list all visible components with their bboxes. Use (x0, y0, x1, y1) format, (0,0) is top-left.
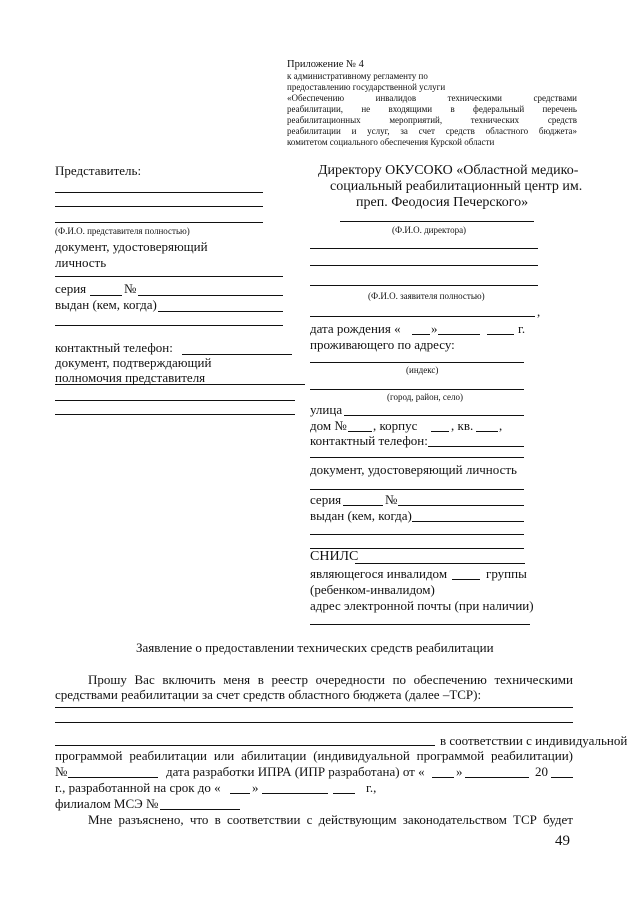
tsr-line[interactable] (55, 707, 573, 708)
authority-doc-label: полномочия представителя (55, 370, 206, 385)
appendix-line: к административному регламенту по (287, 71, 428, 81)
statement-text: Прошу Вас включить меня в реестр очередности по обеспечению техническими (88, 672, 573, 687)
birth-day-field[interactable] (412, 334, 430, 335)
series-field[interactable] (90, 295, 122, 296)
issued-line[interactable] (55, 325, 283, 326)
city-caption: (город, район, село) (387, 392, 463, 402)
number-field[interactable] (138, 295, 283, 296)
email-label: адрес электронной почты (при наличии) (310, 598, 534, 613)
phone-label: контактный телефон: (310, 433, 428, 448)
appendix-line: реабилитации и услуг, за счет средств областного бюджета» (287, 126, 577, 136)
birth-month-field[interactable] (438, 334, 480, 335)
filial-label: филиалом МСЭ № (55, 796, 159, 811)
fio-line[interactable] (55, 206, 263, 207)
issued-label: выдан (кем, когда) (55, 297, 157, 312)
director-line: преп. Феодосия Печерского» (356, 195, 529, 210)
appendix-line: предоставлению государственной услуги (287, 82, 446, 92)
appendix-line: «Обеспечению инвалидов техническими средствами (287, 93, 577, 103)
series-field[interactable] (343, 505, 383, 506)
identity-doc-label: документ, удостоверяющий (55, 239, 208, 254)
street-label: улица (310, 402, 343, 417)
index-caption: (индекс) (406, 365, 439, 375)
kv-label: , кв. (451, 418, 474, 433)
applicant-fio-line[interactable] (310, 285, 538, 286)
issued-field[interactable] (412, 521, 524, 522)
phone-line[interactable] (310, 457, 524, 458)
snils-field[interactable] (355, 563, 525, 564)
applicant-fio-line[interactable] (310, 248, 538, 249)
ipra-number-label: № (55, 764, 68, 779)
tsr-line[interactable] (55, 745, 435, 746)
ipra-month-field[interactable] (465, 777, 529, 778)
birth-year-field[interactable] (487, 334, 514, 335)
birth-date-label: дата рождения « (310, 321, 401, 336)
year-suffix: г. (518, 321, 526, 336)
korpus-field[interactable] (431, 431, 449, 432)
year-suffix: г., (366, 780, 377, 795)
statement-text: Мне разъяснено, что в соответствии с действующим законодательством ТСР будет (88, 812, 573, 827)
term-day-field[interactable] (230, 793, 250, 794)
issued-line[interactable] (310, 534, 524, 535)
appendix-title: Приложение № 4 (287, 59, 364, 70)
statement-text: средствами реабилитации за счет средств областного бюджета (далее –ТСР): (55, 687, 482, 702)
applicant-caption: (Ф.И.О. заявителя полностью) (368, 291, 485, 301)
quote: » (456, 764, 463, 779)
phone-label: контактный телефон: (55, 340, 173, 355)
ipra-number-field[interactable] (68, 777, 158, 778)
term-label: г., разработанной на срок до « (55, 780, 221, 795)
page-number: 49 (555, 833, 570, 849)
series-label: серия (310, 492, 342, 507)
filial-field[interactable] (160, 809, 240, 810)
child-label: (ребенком-инвалидом) (310, 582, 435, 597)
snils-label: СНИЛС (310, 549, 359, 564)
term-year-field[interactable] (333, 793, 355, 794)
comma: , (537, 304, 541, 319)
identity-doc-label: документ, удостоверяющий личность (310, 462, 517, 477)
group-field[interactable] (452, 579, 480, 580)
issued-label: выдан (кем, когда) (310, 508, 412, 523)
authority-line[interactable] (55, 384, 305, 385)
appendix-line: комитетом социального обеспечения Курской области (287, 137, 495, 147)
director-caption: (Ф.И.О. директора) (392, 225, 467, 235)
appendix-line: реабилитации, не входящими в федеральный перечень (287, 104, 577, 114)
identity-doc-line[interactable] (310, 489, 524, 490)
appendix-line: реабилитационных мероприятий, технических средств (287, 115, 577, 125)
number-label: № (385, 492, 398, 507)
issued-field[interactable] (158, 311, 283, 312)
kv-field[interactable] (476, 431, 498, 432)
statement-text: в соответствии с индивидуальной (440, 733, 628, 748)
identity-doc-line[interactable] (55, 276, 283, 277)
applicant-fio-line[interactable] (310, 316, 535, 317)
residing-label: проживающего по адресу: (310, 337, 455, 352)
number-field[interactable] (398, 505, 524, 506)
ipra-date-label: дата разработки ИПРА (ИПР разработана) от « (166, 764, 425, 779)
identity-doc-label: личность (55, 255, 107, 270)
director-line: Директору ОКУСОКО «Областной медико- (318, 163, 579, 178)
applicant-fio-line[interactable] (310, 265, 538, 266)
number-label: № (124, 281, 137, 296)
quote: » (252, 780, 259, 795)
tsr-line[interactable] (55, 722, 573, 723)
index-field[interactable] (310, 362, 524, 363)
ipra-day-field[interactable] (432, 777, 454, 778)
phone-field[interactable] (428, 446, 524, 447)
city-field[interactable] (310, 389, 524, 390)
year-prefix: 20 (535, 764, 548, 779)
street-field[interactable] (344, 415, 524, 416)
house-label: дом № (310, 418, 347, 433)
email-field[interactable] (310, 624, 530, 625)
authority-line[interactable] (55, 400, 295, 401)
fio-line[interactable] (55, 192, 263, 193)
ipra-year-field[interactable] (551, 777, 573, 778)
representative-fio-caption: (Ф.И.О. представителя полностью) (55, 226, 190, 236)
authority-doc-label: документ, подтверждающий (55, 355, 212, 370)
director-fio-line[interactable] (340, 221, 534, 222)
comma: , (499, 418, 503, 433)
group-label: группы (486, 566, 527, 581)
fio-line[interactable] (55, 222, 263, 223)
house-field[interactable] (348, 431, 372, 432)
series-label: серия (55, 281, 87, 296)
disabled-label: являющегося инвалидом (310, 566, 448, 581)
authority-line[interactable] (55, 414, 295, 415)
term-month-field[interactable] (262, 793, 328, 794)
director-line: социальный реабилитационный центр им. (330, 179, 583, 194)
statement-title: Заявление о предоставлении технических средств реабилитации (136, 640, 494, 655)
korpus-label: , корпус (373, 418, 418, 433)
representative-label: Представитель: (55, 163, 142, 178)
statement-text: программой реабилитации или абилитации (индивидуальной программой реабилитации) (55, 748, 573, 763)
quote: » (431, 321, 438, 336)
